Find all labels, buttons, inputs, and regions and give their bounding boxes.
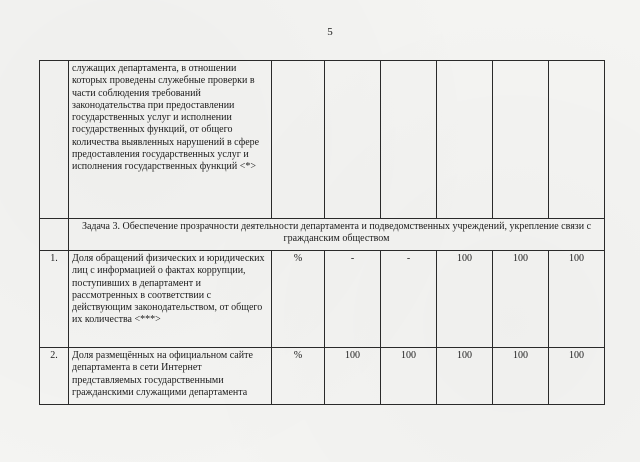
value-cell: 100 [381, 348, 437, 405]
row-number: 1. [40, 251, 69, 348]
unit-cell: % [272, 251, 325, 348]
value-cell: 100 [493, 251, 549, 348]
value-cell: 100 [437, 348, 493, 405]
unit-cell [272, 61, 325, 219]
value-cell: 100 [437, 251, 493, 348]
unit-cell: % [272, 348, 325, 405]
value-cell [549, 61, 605, 219]
value-cell: - [381, 251, 437, 348]
value-cell [381, 61, 437, 219]
indicator-text: служащих департамента, в отношении которых проведены служебные проверки в части соблюдения требований законодательства при предоставлении государственных услуг и исполнении государственных функций, от общего количества выявленных нарушений в сфере предоставления государственных услуг и исполнения государственных функций <*> [69, 61, 272, 219]
table-row [40, 251, 605, 348]
table-row-task [40, 219, 605, 251]
value-cell: 100 [549, 348, 605, 405]
value-cell [493, 61, 549, 219]
task-heading: Задача 3. Обеспечение прозрачности деятельности департамента и подведомственных учреждений, укрепление связи с гражданским обществом [69, 219, 605, 251]
indicators-table [39, 60, 605, 405]
indicator-text: Доля размещённых на официальном сайте департамента в сети Интернет представляемых государственными гражданскими служащими департамента [69, 348, 272, 405]
row-number-cell [40, 219, 69, 251]
indicator-text: Доля обращений физических и юридических лиц с информацией о фактах коррупции, поступивших в департамент и рассмотренных в соответствии с действующим законодательством, от общего их количества <***> [69, 251, 272, 348]
table-row-continuation [40, 61, 605, 219]
row-number: 2. [40, 348, 69, 405]
value-cell: 100 [549, 251, 605, 348]
value-cell: 100 [493, 348, 549, 405]
row-number-cell [40, 61, 69, 219]
value-cell [437, 61, 493, 219]
value-cell: 100 [325, 348, 381, 405]
value-cell: - [325, 251, 381, 348]
table-row [40, 348, 605, 405]
value-cell [325, 61, 381, 219]
page-number: 5 [327, 26, 333, 38]
